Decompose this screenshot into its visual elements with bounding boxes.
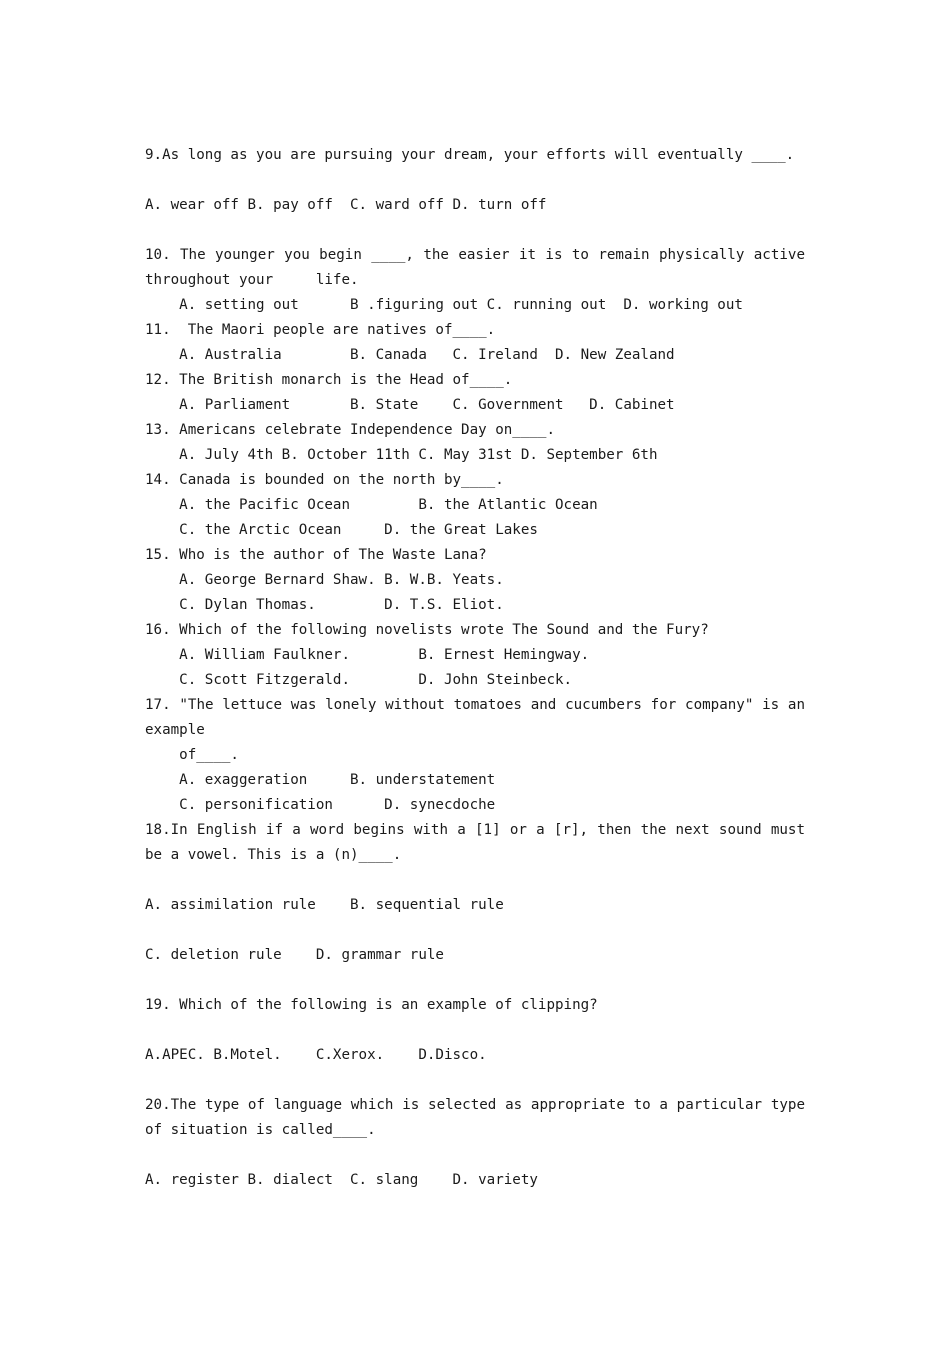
text-line: example bbox=[145, 722, 205, 738]
text-line: C. Dylan Thomas. D. T.S. Eliot. bbox=[145, 597, 504, 613]
text-line: A.APEC. B.Motel. C.Xerox. D.Disco. bbox=[145, 1047, 487, 1063]
text-line: A. George Bernard Shaw. B. W.B. Yeats. bbox=[145, 572, 504, 588]
text-line: A. setting out B .figuring out C. running out D. working out bbox=[145, 297, 743, 313]
text-line: 19. Which of the following is an example of clipping? bbox=[145, 997, 598, 1013]
text-line: 17. "The lettuce was lonely without tomatoes and cucumbers for company" is an bbox=[145, 697, 805, 713]
text-line: 13. Americans celebrate Independence Day on____. bbox=[145, 422, 555, 438]
text-line: C. personification D. synecdoche bbox=[145, 797, 496, 813]
text-line: A. wear off B. pay off C. ward off D. turn off bbox=[145, 197, 547, 213]
text-line: 14. Canada is bounded on the north by____. bbox=[145, 472, 504, 488]
text-line: C. deletion rule D. grammar rule bbox=[145, 947, 444, 963]
text-line: A. exaggeration B. understatement bbox=[145, 772, 496, 788]
text-line: throughout your life. bbox=[145, 272, 359, 288]
text-line: C. the Arctic Ocean D. the Great Lakes bbox=[145, 522, 538, 538]
text-line: of____. bbox=[145, 747, 239, 763]
text-line: 16. Which of the following novelists wrote The Sound and the Fury? bbox=[145, 622, 709, 638]
text-line: 10. The younger you begin ____, the easier it is to remain physically active bbox=[145, 247, 805, 263]
text-line: 18.In English if a word begins with a [1] or a [r], then the next sound must bbox=[145, 822, 805, 838]
text-line: A. assimilation rule B. sequential rule bbox=[145, 897, 504, 913]
text-line: 15. Who is the author of The Waste Lana? bbox=[145, 547, 487, 563]
text-line: A. the Pacific Ocean B. the Atlantic Ocean bbox=[145, 497, 598, 513]
text-line: 9.As long as you are pursuing your dream, your efforts will eventually ____. bbox=[145, 147, 795, 163]
text-line: 12. The British monarch is the Head of____. bbox=[145, 372, 513, 388]
text-line: 20.The type of language which is selected as appropriate to a particular type bbox=[145, 1097, 805, 1113]
text-line: of situation is called____. bbox=[145, 1122, 376, 1138]
text-line: A. Australia B. Canada C. Ireland D. New Zealand bbox=[145, 347, 675, 363]
text-line: A. Parliament B. State C. Government D. Cabinet bbox=[145, 397, 675, 413]
text-line: A. register B. dialect C. slang D. variety bbox=[145, 1172, 538, 1188]
text-line: be a vowel. This is a (n)____. bbox=[145, 847, 402, 863]
text-line: 11. The Maori people are natives of____. bbox=[145, 322, 496, 338]
text-line: A. William Faulkner. B. Ernest Hemingway. bbox=[145, 647, 590, 663]
text-line: C. Scott Fitzgerald. D. John Steinbeck. bbox=[145, 672, 573, 688]
text-line: A. July 4th B. October 11th C. May 31st D. September 6th bbox=[145, 447, 658, 463]
